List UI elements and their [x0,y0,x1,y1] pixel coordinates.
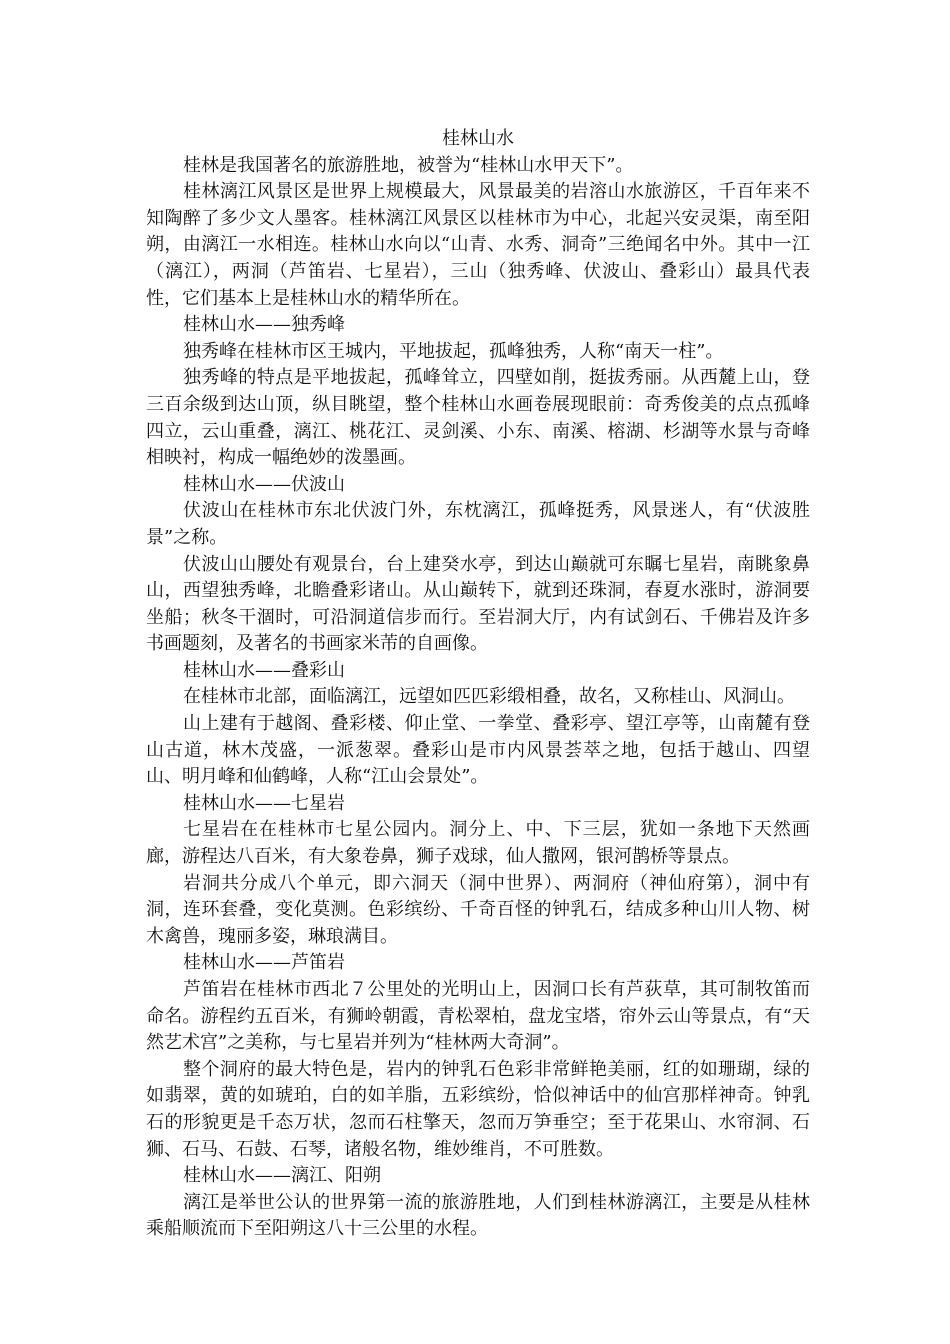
section-heading: 桂林山水——漓江、阳朔 [183,1165,381,1187]
section-heading: 桂林山水——独秀峰 [183,314,345,336]
paragraph: 独秀峰在桂林市区王城内，平地拔起，孤峰独秀，人称“南天一柱”。 [183,340,724,362]
paragraph: 独秀峰的特点是平地拔起，孤峰耸立，四壁如削，挺拔秀丽。从西麓上山，登三百余级到达山顶，纵目眺望，整个桂林山水画卷展现眼前：奇秀俊美的点点孤峰四立，云山重叠，漓江、桃花江、灵剑溪、小东、南溪、榕湖、杉湖等水景与奇峰相映衬，构成一幅绝妙的泼墨画。 [146,367,810,469]
paragraph: 桂林漓江风景区是世界上规模最大，风景最美的岩溶山水旅游区，千百年来不知陶醉了多少文人墨客。桂林漓江风景区以桂林市为中心，北起兴安灵渠，南至阳朔，由漓江一水相连。桂林山水向以“山青、水秀、洞奇”三绝闻名中外。其中一江（漓江），两洞（芦笛岩、七星岩），三山（独秀峰、伏波山、叠彩山）最具代表性，它们基本上是桂林山水的精华所在。 [146,181,810,309]
section-heading: 桂林山水——伏波山 [183,473,345,495]
paragraph: 漓江是举世公认的世界第一流的旅游胜地，人们到桂林游漓江，主要是从桂林乘船顺流而下至阳朔这八十三公里的水程。 [146,1191,810,1240]
paragraph: 伏波山在桂林市东北伏波门外，东枕漓江，孤峰挺秀，风景迷人，有“伏波胜景”之称。 [146,500,810,548]
paragraph: 岩洞共分成八个单元，即六洞天（洞中世界）、两洞府（神仙府第），洞中有洞，连环套叠，变化莫测。色彩缤纷、千奇百怪的钟乳石，结成多种山川人物、树木禽兽，瑰丽多姿，琳琅满目。 [146,872,810,947]
paragraph: 整个洞府的最大特色是，岩内的钟乳石色彩非常鲜艳美丽，红的如珊瑚，绿的如翡翠，黄的如琥珀，白的如羊脂，五彩缤纷，恰似神话中的仙宫那样神奇。钟乳石的形貌更是千态万状，忽而石柱擎天，忽而万笋垂空；至于花果山、水帘洞、石狮、石马、石鼓、石琴，诸般名物，维妙维肖，不可胜数。 [146,1058,810,1160]
document-body [146,153,810,1243]
paragraph: 山上建有于越阁、叠彩楼、仰止堂、一拳堂、叠彩亭、望江亭等，山南麓有登山古道，林木茂盛，一派葱翠。叠彩山是市内风景荟萃之地，包括于越山、四望山、明月峰和仙鹤峰，人称“江山会景处”。 [146,713,810,788]
paragraph: 伏波山山腰处有观景台，台上建癸水亭，到达山巅就可东瞩七星岩，南眺象鼻山，西望独秀峰，北瞻叠彩诸山。从山巅转下，就到还珠洞，春夏水涨时，游洞要坐船；秋冬干涸时，可沿洞道信步而行。至岩洞大厅，内有试剑石、千佛岩及许多书画题刻，及著名的书画家米芾的自画像。 [146,553,810,655]
paragraph: 芦笛岩在桂林市西北７公里处的光明山上，因洞口长有芦荻草，其可制牧笛而命名。游程约五百米，有狮岭朝霞，青松翠柏，盘龙宝塔，帘外云山等景点，有“天然艺术宫”之美称，与七星岩并列为“桂林两大奇洞”。 [146,979,810,1054]
paragraph: 桂林是我国著名的旅游胜地，被誉为“桂林山水甲天下”。 [183,154,634,176]
paragraph: 在桂林市北部，面临漓江，远望如匹匹彩缎相叠，故名，又称桂山、风洞山。 [183,686,795,708]
paragraph: 七星岩在在桂林市七星公园内。洞分上、中、下三层，犹如一条地下天然画廊，游程达八百米，有大象卷鼻，狮子戏球，仙人撒网，银河鹊桥等景点。 [146,819,810,868]
section-heading: 桂林山水——叠彩山 [183,659,345,681]
section-heading: 桂林山水——七星岩 [183,792,345,814]
document-page [146,126,810,1243]
section-heading: 桂林山水——芦笛岩 [183,952,345,974]
document-title: 桂林山水 [442,128,514,149]
